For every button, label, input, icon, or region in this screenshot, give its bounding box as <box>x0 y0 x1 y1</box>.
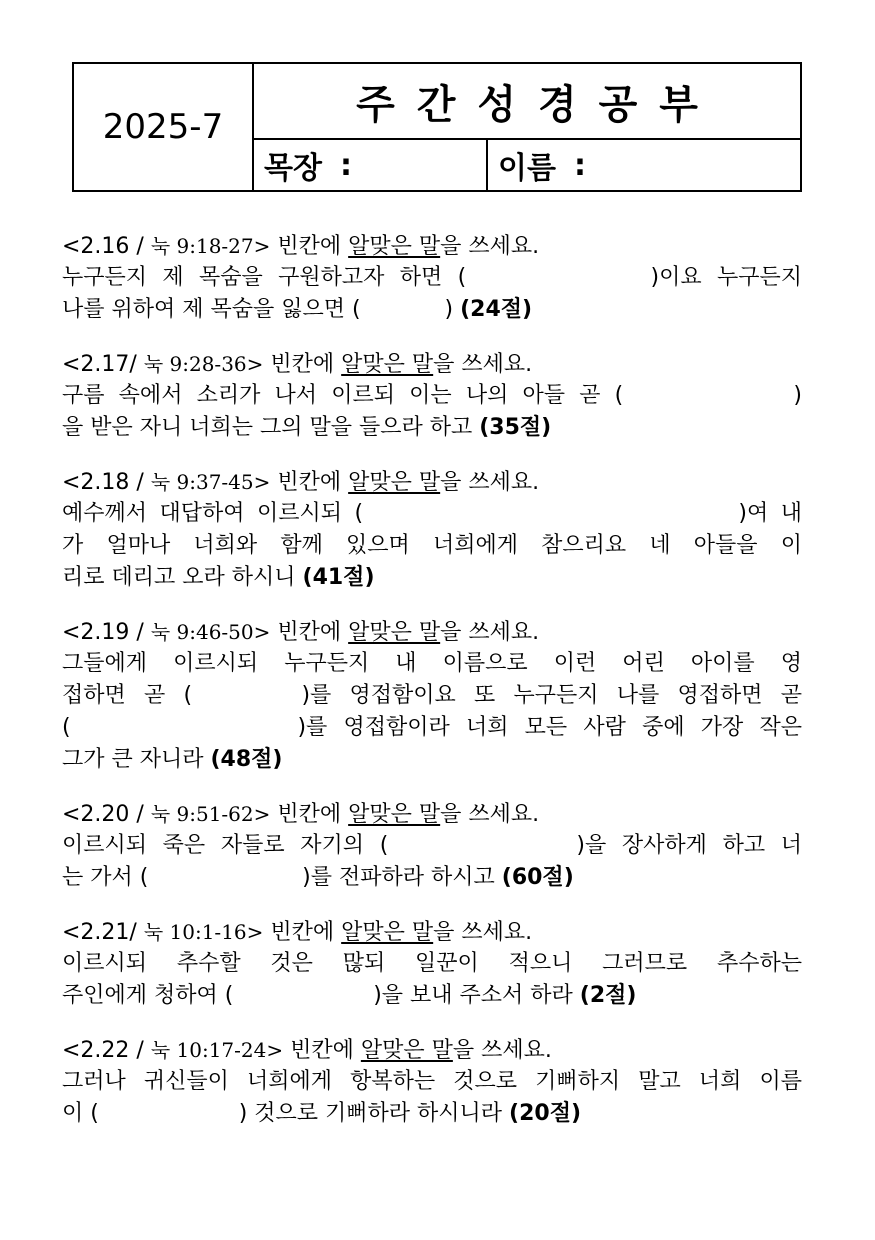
instruction-post: 을 쓰세요. <box>440 470 540 495</box>
instruction-post: 을 쓰세요. <box>440 620 540 645</box>
passage-line <box>62 830 802 862</box>
passage-text: 가 얼마나 너희와 함께 있으며 너희에게 참으리요 네 아들을 이 <box>62 533 802 558</box>
question-section <box>62 348 802 444</box>
section-date: <2.16 / <box>62 234 144 259</box>
question-section <box>62 1034 802 1130</box>
section-heading <box>62 466 802 498</box>
group-field[interactable] <box>254 140 488 190</box>
passage-line <box>62 530 802 562</box>
instruction-pre: 빈칸에 <box>270 352 342 377</box>
passage-line <box>62 412 802 444</box>
section-date: <2.21/ <box>62 920 137 945</box>
instruction-post: 을 쓰세요. <box>433 352 533 377</box>
passage-line <box>62 1066 802 1098</box>
instruction-pre: 빈칸에 <box>277 802 349 827</box>
header-box <box>72 62 802 192</box>
instruction-pre: 빈칸에 <box>277 620 349 645</box>
scripture-reference: 눅 9:18-27> <box>150 234 271 258</box>
passage-text: 접하면 곧 ( )를 영접함이요 또 누구든지 나를 영접하면 곧 <box>62 683 802 708</box>
instruction-pre: 빈칸에 <box>277 470 349 495</box>
section-date: <2.17/ <box>62 352 137 377</box>
instruction-post: 을 쓰세요. <box>440 802 540 827</box>
section-heading <box>62 616 802 648</box>
group-colon: : <box>339 147 352 183</box>
passage-text: 그러나 귀신들이 너희에게 항복하는 것으로 기뻐하지 말고 너희 이름 <box>62 1069 802 1094</box>
verse-number: (35절) <box>479 415 552 440</box>
passage-line <box>62 380 802 412</box>
verse-number: (60절) <box>501 865 574 890</box>
passage-text: 리로 데리고 오라 하시니 <box>62 565 296 590</box>
instruction-underlined: 알맞은 말 <box>348 234 441 259</box>
instruction-pre: 빈칸에 <box>290 1038 361 1063</box>
scripture-reference: 눅 9:46-50> <box>150 620 271 644</box>
passage-line <box>62 712 802 744</box>
section-heading <box>62 230 802 262</box>
passage-line <box>62 498 802 530</box>
section-date: <2.18 / <box>62 470 144 495</box>
scripture-reference: 눅 9:37-45> <box>150 470 271 494</box>
passage-text: 누구든지 제 목숨을 구원하고자 하면 ( )이요 누구든지 <box>62 265 802 290</box>
question-section <box>62 616 802 776</box>
passage-text: 구름 속에서 소리가 나서 이르되 이는 나의 아들 곧 ( ) <box>62 383 802 408</box>
passage-text: 그들에게 이르시되 누구든지 내 이름으로 이런 어린 아이를 영 <box>62 651 802 676</box>
verse-number: (48절) <box>210 747 283 772</box>
verse-number: (20절) <box>509 1101 582 1126</box>
section-date: <2.22 / <box>62 1038 144 1063</box>
instruction-post: 을 쓰세요. <box>440 234 540 259</box>
group-label: 목장 <box>264 151 322 186</box>
instruction-post: 을 쓰세요. <box>452 1038 552 1063</box>
passage-line <box>62 680 802 712</box>
section-heading <box>62 1034 802 1066</box>
passage-line <box>62 262 802 294</box>
passage-text: 주인에게 청하여 ( )을 보내 주소서 하라 <box>62 983 573 1008</box>
scripture-reference: 눅 9:28-36> <box>143 352 264 376</box>
name-label: 이름 <box>498 151 556 186</box>
passage-text: 그가 큰 자니라 <box>62 747 204 772</box>
passage-line <box>62 1098 802 1130</box>
section-date: <2.19 / <box>62 620 144 645</box>
instruction-underlined: 알맞은 말 <box>348 470 441 495</box>
passage-text: 는 가서 ( )를 전파하라 하시고 <box>62 865 495 890</box>
passage-text: 을 받은 자니 너희는 그의 말을 들으라 하고 <box>62 415 473 440</box>
instruction-pre: 빈칸에 <box>277 234 349 259</box>
name-field[interactable] <box>488 140 800 190</box>
scripture-reference: 눅 10:1-16> <box>143 920 264 944</box>
scripture-reference: 눅 10:17-24> <box>150 1038 284 1062</box>
passage-line <box>62 980 802 1012</box>
passage-line <box>62 648 802 680</box>
section-heading <box>62 798 802 830</box>
verse-number: (2절) <box>579 983 637 1008</box>
passage-text: 나를 위하여 제 목숨을 잃으면 ( ) <box>62 297 454 322</box>
section-heading <box>62 916 802 948</box>
section-heading <box>62 348 802 380</box>
passage-text: 예수께서 대답하여 이르시되 ( )여 내 <box>62 501 802 526</box>
question-section <box>62 798 802 894</box>
scripture-reference: 눅 9:51-62> <box>150 802 271 826</box>
instruction-underlined: 알맞은 말 <box>360 1038 453 1063</box>
passage-text: 이 ( ) 것으로 기뻐하라 하시니라 <box>62 1101 503 1126</box>
instruction-pre: 빈칸에 <box>270 920 342 945</box>
verse-number: (24절) <box>460 297 533 322</box>
instruction-underlined: 알맞은 말 <box>348 802 441 827</box>
passage-line <box>62 562 802 594</box>
question-section <box>62 466 802 594</box>
question-list <box>62 230 802 1152</box>
question-section <box>62 230 802 326</box>
instruction-post: 을 쓰세요. <box>433 920 533 945</box>
passage-line <box>62 744 802 776</box>
page-title: 주간성경공부 <box>254 64 800 140</box>
section-date: <2.20 / <box>62 802 144 827</box>
verse-number: (41절) <box>302 565 375 590</box>
passage-line <box>62 862 802 894</box>
instruction-underlined: 알맞은 말 <box>341 352 434 377</box>
passage-text: 이르시되 추수할 것은 많되 일꾼이 적으니 그러므로 추수하는 <box>62 951 802 976</box>
passage-line <box>62 948 802 980</box>
passage-text: ( )를 영접함이라 너희 모든 사람 중에 가장 작은 <box>62 715 802 740</box>
passage-text: 이르시되 죽은 자들로 자기의 ( )을 장사하게 하고 너 <box>62 833 802 858</box>
name-colon: : <box>573 147 586 183</box>
instruction-underlined: 알맞은 말 <box>341 920 434 945</box>
passage-line <box>62 294 802 326</box>
document-code: 2025-7 <box>74 64 254 190</box>
instruction-underlined: 알맞은 말 <box>348 620 441 645</box>
question-section <box>62 916 802 1012</box>
